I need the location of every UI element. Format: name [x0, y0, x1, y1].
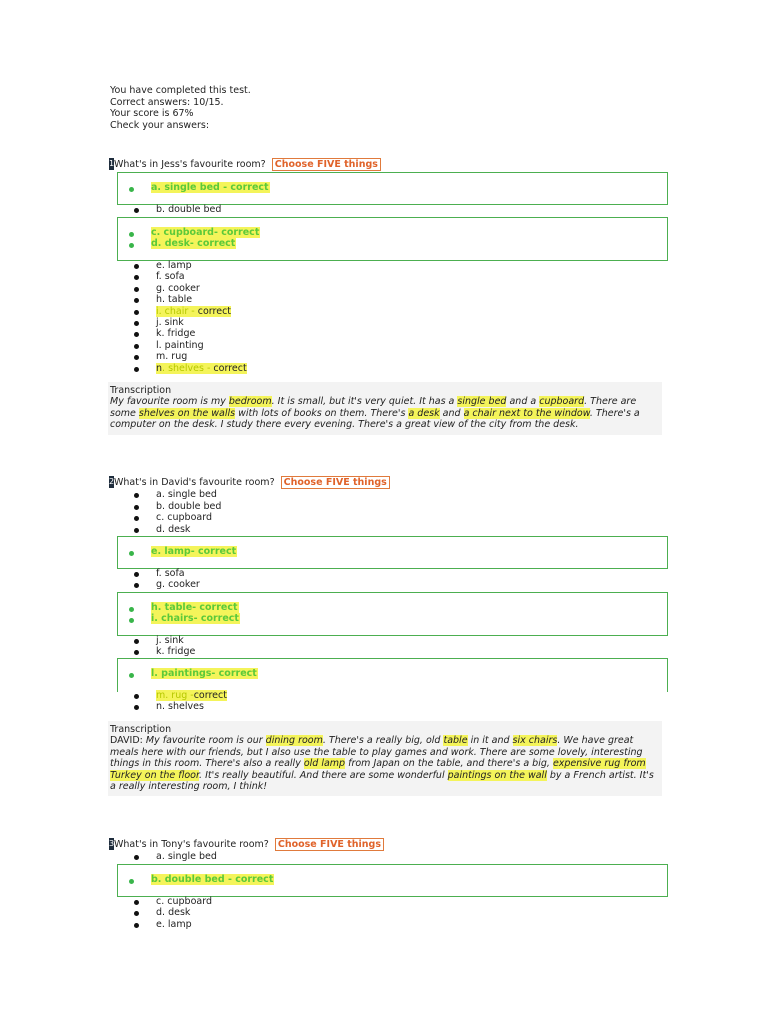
- transcription-text: DAVID: My favourite room is our dining room. There's a really big, old table in it and six chairs. We have great meals here with our friends, but I also use the table to play games and work. There are some lovely, interesting things in this room. There's also a really old lamp from Japan on the table, and there's a big, expensive rug from Turkey on the floor. It's really beautiful. And there are some wonderful paintings on the wall by a French artist. It's a really interesting room, I think!: [110, 735, 654, 793]
- bullet-icon: [134, 298, 139, 303]
- answer-option: b. double bed: [156, 501, 221, 512]
- answer-option: d. desk: [156, 524, 190, 535]
- answer-option: d. desk: [156, 907, 190, 918]
- answer-option-correct: a. single bed - correct: [151, 182, 270, 193]
- answer-option-correct: i. chairs- correct: [151, 613, 240, 624]
- bullet-icon: [134, 208, 139, 213]
- bullet-icon: [129, 232, 134, 237]
- answer-option: f. sofa: [156, 568, 185, 579]
- answer-option-correct: b. double bed - correct: [151, 874, 274, 885]
- answer-option: n. shelves: [156, 701, 204, 712]
- bullet-icon: [134, 355, 139, 360]
- bullet-icon: [129, 187, 134, 192]
- answer-option-marked-correct: i. chair - correct: [156, 306, 231, 317]
- answer-option: j. sink: [156, 635, 184, 646]
- answer-option-correct: h. table- correct: [151, 602, 239, 613]
- answer-option-marked-correct: n. shelves - correct: [156, 363, 247, 374]
- answer-option-correct: e. lamp- correct: [151, 546, 237, 557]
- answer-option: k. fridge: [156, 646, 195, 657]
- bullet-icon: [134, 321, 139, 326]
- answer-option: k. fridge: [156, 328, 195, 339]
- bullet-icon: [134, 900, 139, 905]
- answer-option-marked-correct: m. rug -correct: [156, 690, 227, 701]
- choose-five-label: Choose FIVE things: [281, 476, 390, 489]
- completed-text: You have completed this test.: [110, 85, 251, 96]
- bullet-icon: [129, 673, 134, 678]
- bullet-icon: [134, 650, 139, 655]
- transcription-box: [108, 382, 662, 435]
- bullet-icon: [134, 264, 139, 269]
- answer-option: b. double bed: [156, 204, 221, 215]
- bullet-icon: [129, 879, 134, 884]
- transcription-label: Transcription: [110, 724, 172, 735]
- answer-option: a. single bed: [156, 489, 217, 500]
- bullet-icon: [129, 618, 134, 623]
- bullet-icon: [134, 572, 139, 577]
- transcription-label: Transcription: [110, 385, 172, 396]
- question-1-header: [109, 158, 381, 171]
- question-number: 1: [109, 159, 114, 168]
- question-text: What's in David's favourite room?: [114, 477, 275, 488]
- bullet-icon: [134, 310, 139, 315]
- question-2-header: [109, 476, 390, 489]
- bullet-icon: [134, 275, 139, 280]
- answer-option: j. sink: [156, 317, 184, 328]
- question-number: 3: [109, 839, 114, 848]
- bullet-icon: [134, 332, 139, 337]
- transcription-box: [108, 721, 662, 796]
- question-number: 2: [109, 477, 114, 486]
- bullet-icon: [134, 516, 139, 521]
- question-text: What's in Jess's favourite room?: [114, 159, 266, 170]
- bullet-icon: [134, 493, 139, 498]
- answer-option-correct: d. desk- correct: [151, 238, 236, 249]
- bullet-icon: [129, 551, 134, 556]
- answer-option: c. cupboard: [156, 896, 212, 907]
- bullet-icon: [129, 607, 134, 612]
- score-text: Your score is 67%: [110, 108, 194, 120]
- answer-option: m. rug: [156, 351, 187, 362]
- answer-option: c. cupboard: [156, 512, 212, 523]
- answer-option-correct: c. cupboard- correct: [151, 227, 260, 238]
- bullet-icon: [134, 583, 139, 588]
- answer-option: g. cooker: [156, 283, 200, 294]
- answer-option: e. lamp: [156, 260, 192, 271]
- correct-answers-text: Correct answers: 10/15.: [110, 96, 224, 108]
- question-3-header: [109, 838, 384, 851]
- answer-option: h. table: [156, 294, 192, 305]
- result-summary: [110, 85, 251, 132]
- check-answers-text: Check your answers:: [110, 120, 210, 132]
- bullet-icon: [134, 528, 139, 533]
- answer-option: g. cooker: [156, 579, 200, 590]
- bullet-icon: [134, 367, 139, 372]
- bullet-icon: [134, 639, 139, 644]
- question-text: What's in Tony's favourite room?: [114, 839, 269, 850]
- transcription-text: My favourite room is my bedroom. It is small, but it's very quiet. It has a single bed and a cupboard. There are some shelves on the walls with lots of books on them. There's a desk and a chair next to the window. There's a computer on the desk. I study there every evening. There's a great view of the city from the desk.: [110, 396, 640, 431]
- bullet-icon: [134, 344, 139, 349]
- bullet-icon: [134, 694, 139, 699]
- answer-option: f. sofa: [156, 271, 185, 282]
- bullet-icon: [134, 911, 139, 916]
- bullet-icon: [134, 505, 139, 510]
- bullet-icon: [134, 287, 139, 292]
- bullet-icon: [134, 923, 139, 928]
- answer-option: e. lamp: [156, 919, 192, 930]
- answer-option: l. painting: [156, 340, 204, 351]
- choose-five-label: Choose FIVE things: [272, 158, 381, 171]
- bullet-icon: [129, 243, 134, 248]
- bullet-icon: [134, 855, 139, 860]
- bullet-icon: [134, 705, 139, 710]
- choose-five-label: Choose FIVE things: [275, 838, 384, 851]
- answer-option: a. single bed: [156, 851, 217, 862]
- answer-option-correct: l. paintings- correct: [151, 668, 258, 679]
